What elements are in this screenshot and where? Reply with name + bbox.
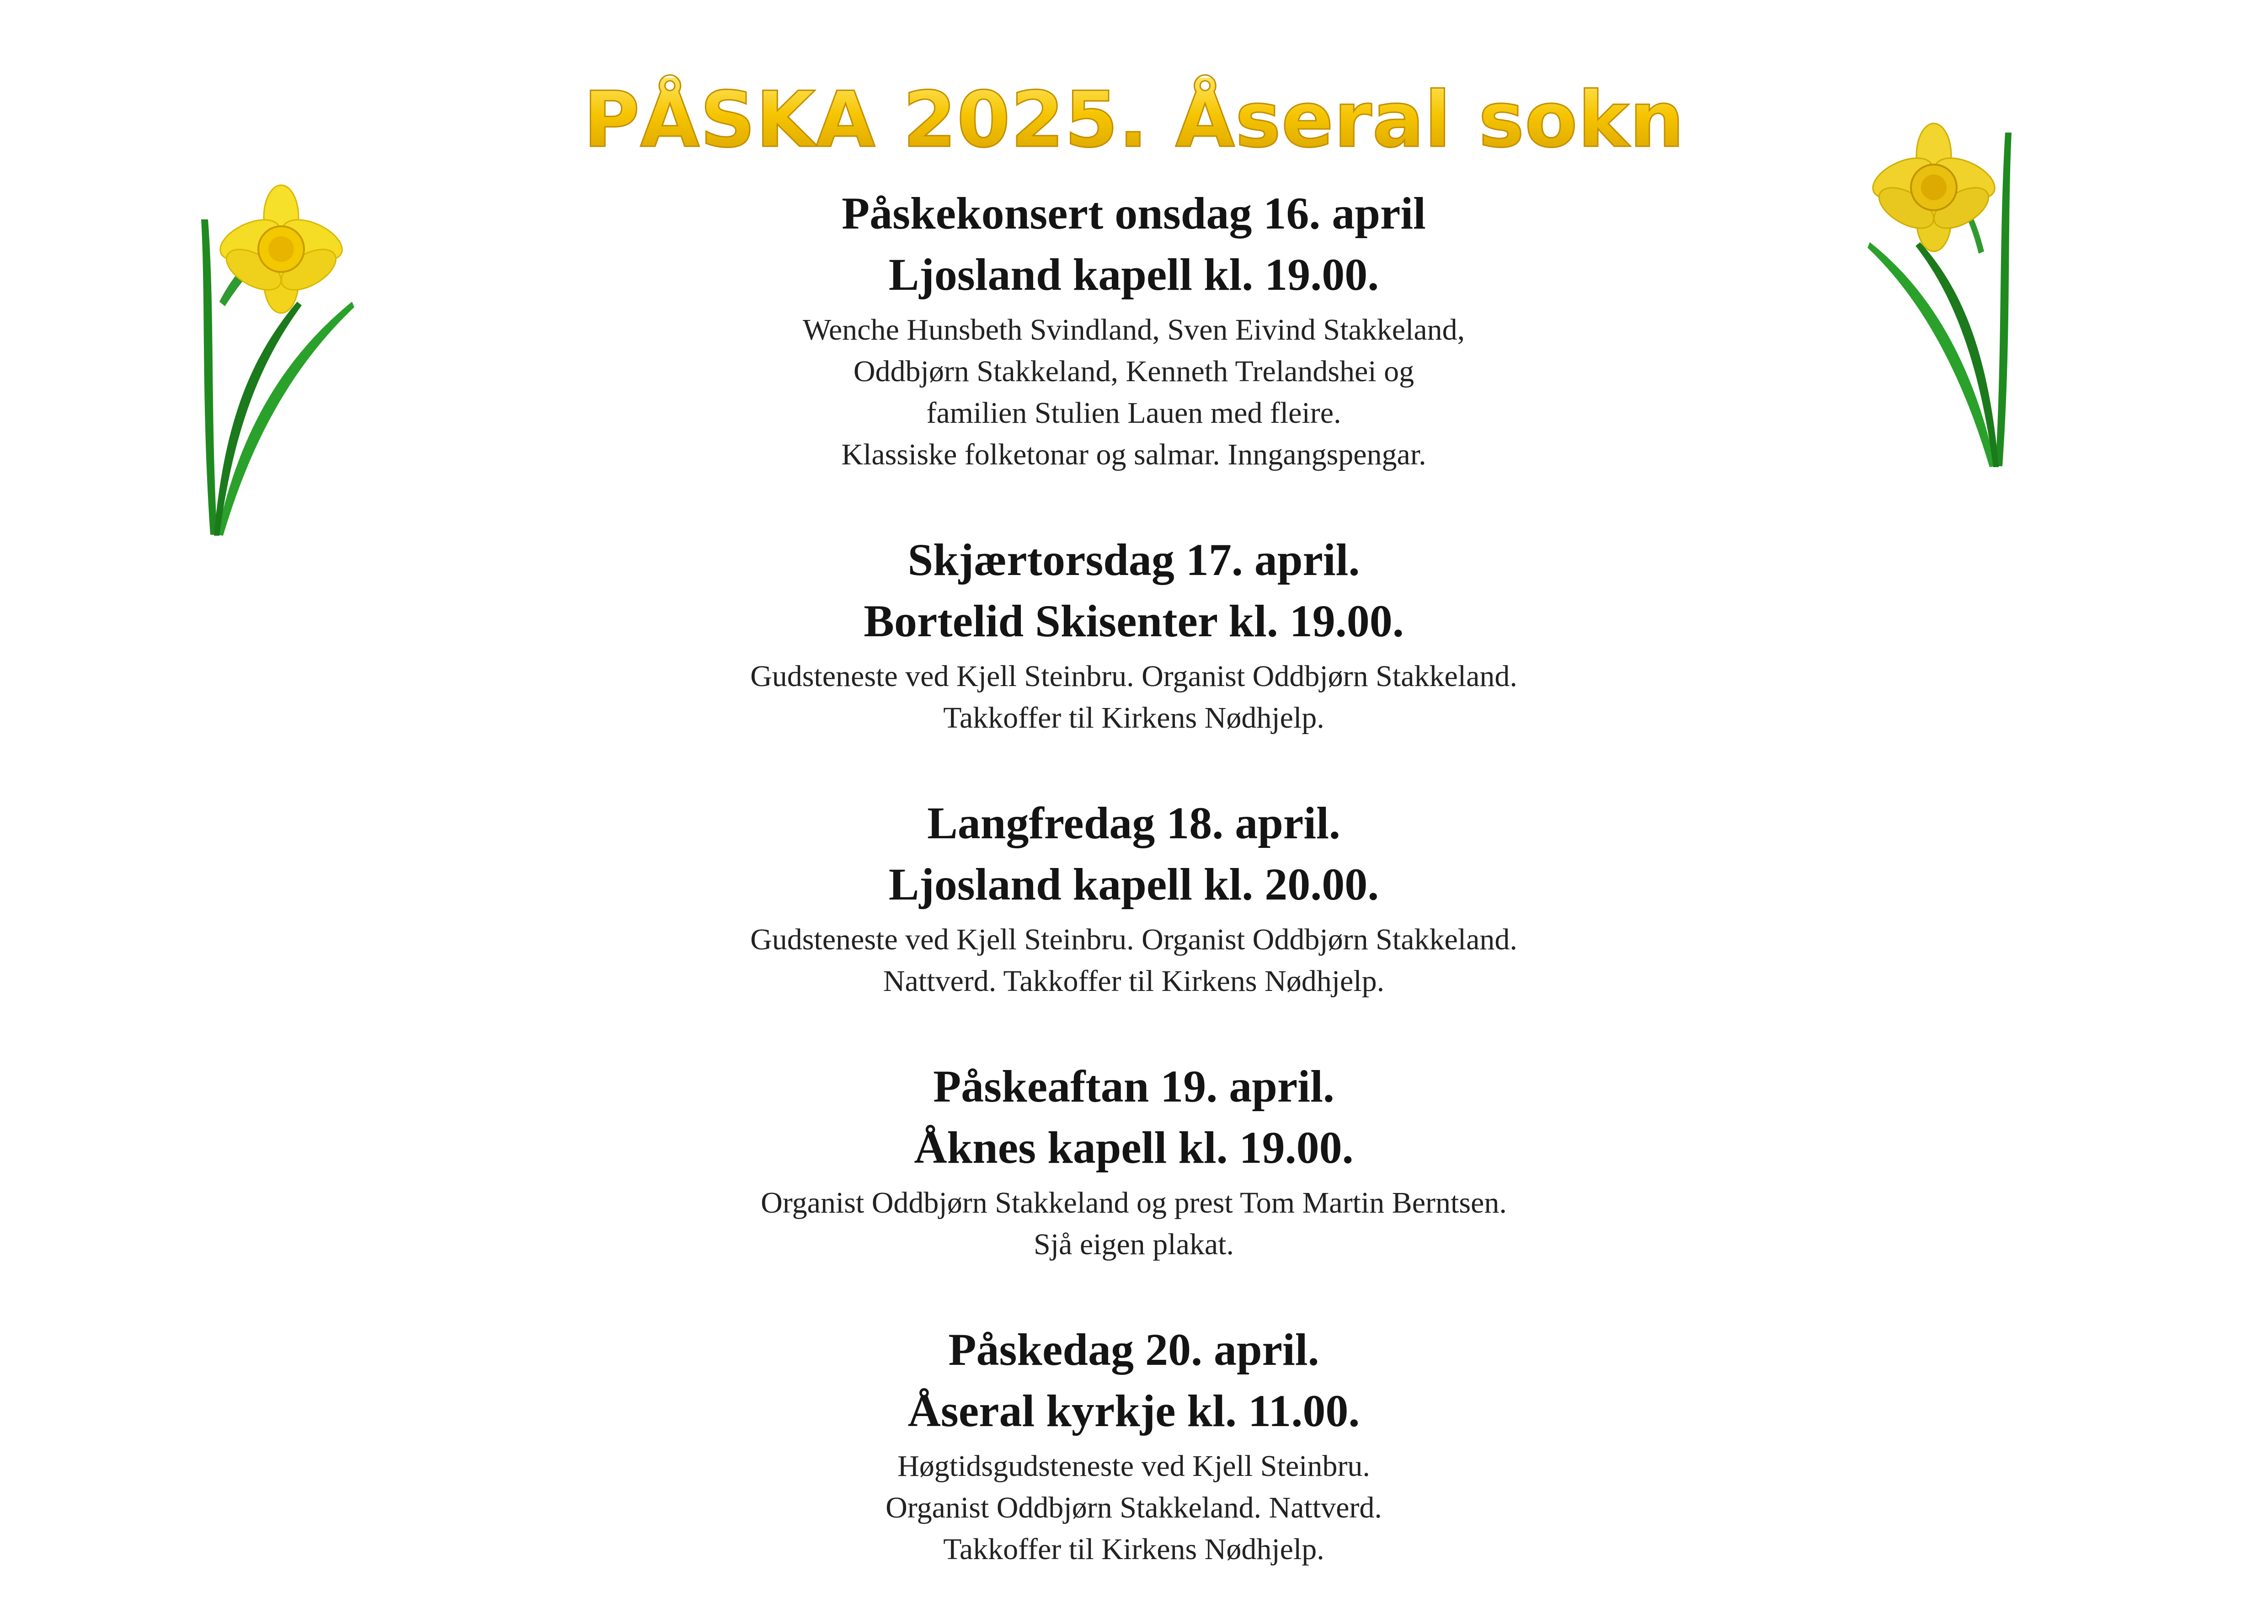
page-title: PÅSKA 2025. Åseral sokn [0,78,2268,162]
event-date: Skjærtorsdag 17. april. [907,534,1360,585]
event-details [457,655,1810,739]
event-details [457,1182,1810,1265]
detail-line: Oddbjørn Stakkeland, Kenneth Trelandshei og [853,355,1414,388]
event-details [457,309,1810,475]
detail-line: Takkoffer til Kirkens Nødhjelp. [943,701,1324,735]
event-easter-concert [457,183,1810,475]
detail-line: Nattverd. Takkoffer til Kirkens Nødhjelp. [883,964,1385,998]
detail-line: Wenche Hunsbeth Svindland, Sven Eivind Stakkeland, [802,313,1465,346]
detail-line: familien Stulien Lauen med fleire. [926,396,1341,430]
detail-line: Høgtidsgudsteneste ved Kjell Steinbru. [897,1449,1370,1483]
event-details [457,1445,1810,1570]
detail-line: Organist Oddbjørn Stakkeland og prest Tom Martin Berntsen. [761,1186,1507,1219]
daffodil-icon [174,165,366,544]
event-maundy-thursday [457,529,1810,739]
detail-line: Organist Oddbjørn Stakkeland. Nattverd. [886,1491,1382,1524]
event-venue-time: Åseral kyrkje kl. 11.00. [907,1385,1360,1436]
event-date: Påskeaftan 19. april. [933,1061,1334,1112]
event-holy-saturday [457,1056,1810,1265]
event-good-friday [457,793,1810,1002]
detail-line: Gudsteneste ved Kjell Steinbru. Organist Oddbjørn Stakkeland. [750,923,1517,956]
daffodil-icon [1856,96,2048,475]
event-list [457,183,1810,1624]
detail-line: Takkoffer til Kirkens Nødhjelp. [943,1533,1324,1566]
event-venue-time: Ljosland kapell kl. 19.00. [888,249,1379,300]
detail-line: Sjå eigen plakat. [1033,1228,1234,1261]
detail-line: Gudsteneste ved Kjell Steinbru. Organist Oddbjørn Stakkeland. [750,660,1517,693]
event-date: Påskedag 20. april. [948,1324,1319,1375]
event-venue-time: Bortelid Skisenter kl. 19.00. [864,596,1404,646]
event-easter-day [457,1319,1810,1570]
event-venue-time: Åknes kapell kl. 19.00. [914,1122,1354,1173]
event-date: Langfredag 18. april. [927,798,1340,848]
event-date: Påskekonsert onsdag 16. april [842,188,1426,239]
event-details [457,919,1810,1002]
detail-line: Klassiske folketonar og salmar. Inngangspengar. [841,438,1426,471]
event-venue-time: Ljosland kapell kl. 20.00. [888,859,1379,910]
